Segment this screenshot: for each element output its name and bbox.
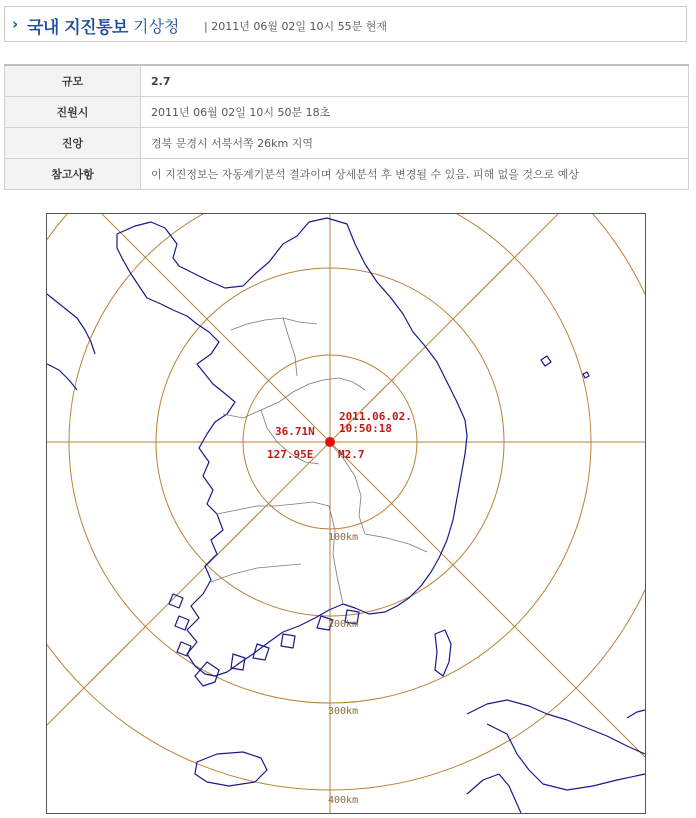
longitude-label: 127.95E [267, 448, 314, 461]
tsushima-island [435, 630, 451, 676]
boundary [211, 564, 301, 582]
epicenter-marker [325, 437, 335, 447]
dokdo-island [583, 372, 589, 378]
island [281, 634, 295, 648]
date-label: 2011.06.02. [339, 410, 412, 423]
magnitude-map-label: M2.7 [338, 448, 365, 461]
page-title: 국내 지진통보 [27, 18, 128, 38]
boundary [365, 534, 427, 552]
page-header [4, 6, 687, 42]
jeju-island [195, 752, 267, 786]
magnitude-value: 2.7 [141, 65, 689, 97]
map-canvas [47, 214, 645, 813]
peninsula-outline [117, 218, 467, 676]
province-boundaries [211, 318, 427, 604]
origin-time-value: 2011년 06월 02일 10시 50분 18초 [141, 97, 689, 128]
agency-name: 기상청 [133, 17, 180, 36]
ring-label-400km: 400km [328, 795, 359, 806]
epicenter-value: 경북 문경시 서북서쪽 26km 지역 [141, 128, 689, 159]
remarks-value: 이 지진정보는 자동계기분석 결과이며 상세분석 후 변경될 수 있음. 피해 없을 것으로 예상 [141, 159, 689, 190]
epicenter-label: 진앙 [5, 128, 141, 159]
island [177, 642, 191, 656]
china-coast [47, 364, 77, 390]
latitude-label: 36.71N [275, 425, 315, 438]
report-timestamp: | 2011년 06월 02일 10시 55분 현재 [204, 20, 388, 33]
japan-coast [467, 774, 521, 813]
coastline [47, 218, 645, 813]
ring-label-100km: 100km [328, 532, 359, 543]
distance-rings [47, 214, 645, 813]
ring-label-200km: 200km [328, 619, 359, 630]
origin-time-label: 진원시 [5, 97, 141, 128]
table-row [5, 128, 689, 159]
table-row [5, 159, 689, 190]
time-label: 10:50:18 [339, 422, 392, 435]
ring-label-300km: 300km [328, 706, 359, 717]
grid-line-diagonal-2 [47, 214, 558, 725]
island [175, 616, 189, 630]
ring-labels [328, 532, 358, 806]
japan-coast [627, 710, 645, 718]
epicenter-labels [267, 410, 412, 461]
ring-400km [47, 214, 645, 790]
magnitude-label: 규모 [5, 65, 141, 97]
chevron-right-icon: › [12, 15, 19, 33]
boundary [231, 318, 317, 330]
ulleung-island [541, 356, 551, 366]
boundary [329, 506, 343, 604]
remarks-label: 참고사항 [5, 159, 141, 190]
grid-line-diagonal-1 [102, 214, 645, 757]
epicenter-map [46, 213, 646, 814]
table-row [5, 97, 689, 128]
table-row [5, 65, 689, 97]
earthquake-info-table [4, 64, 689, 190]
